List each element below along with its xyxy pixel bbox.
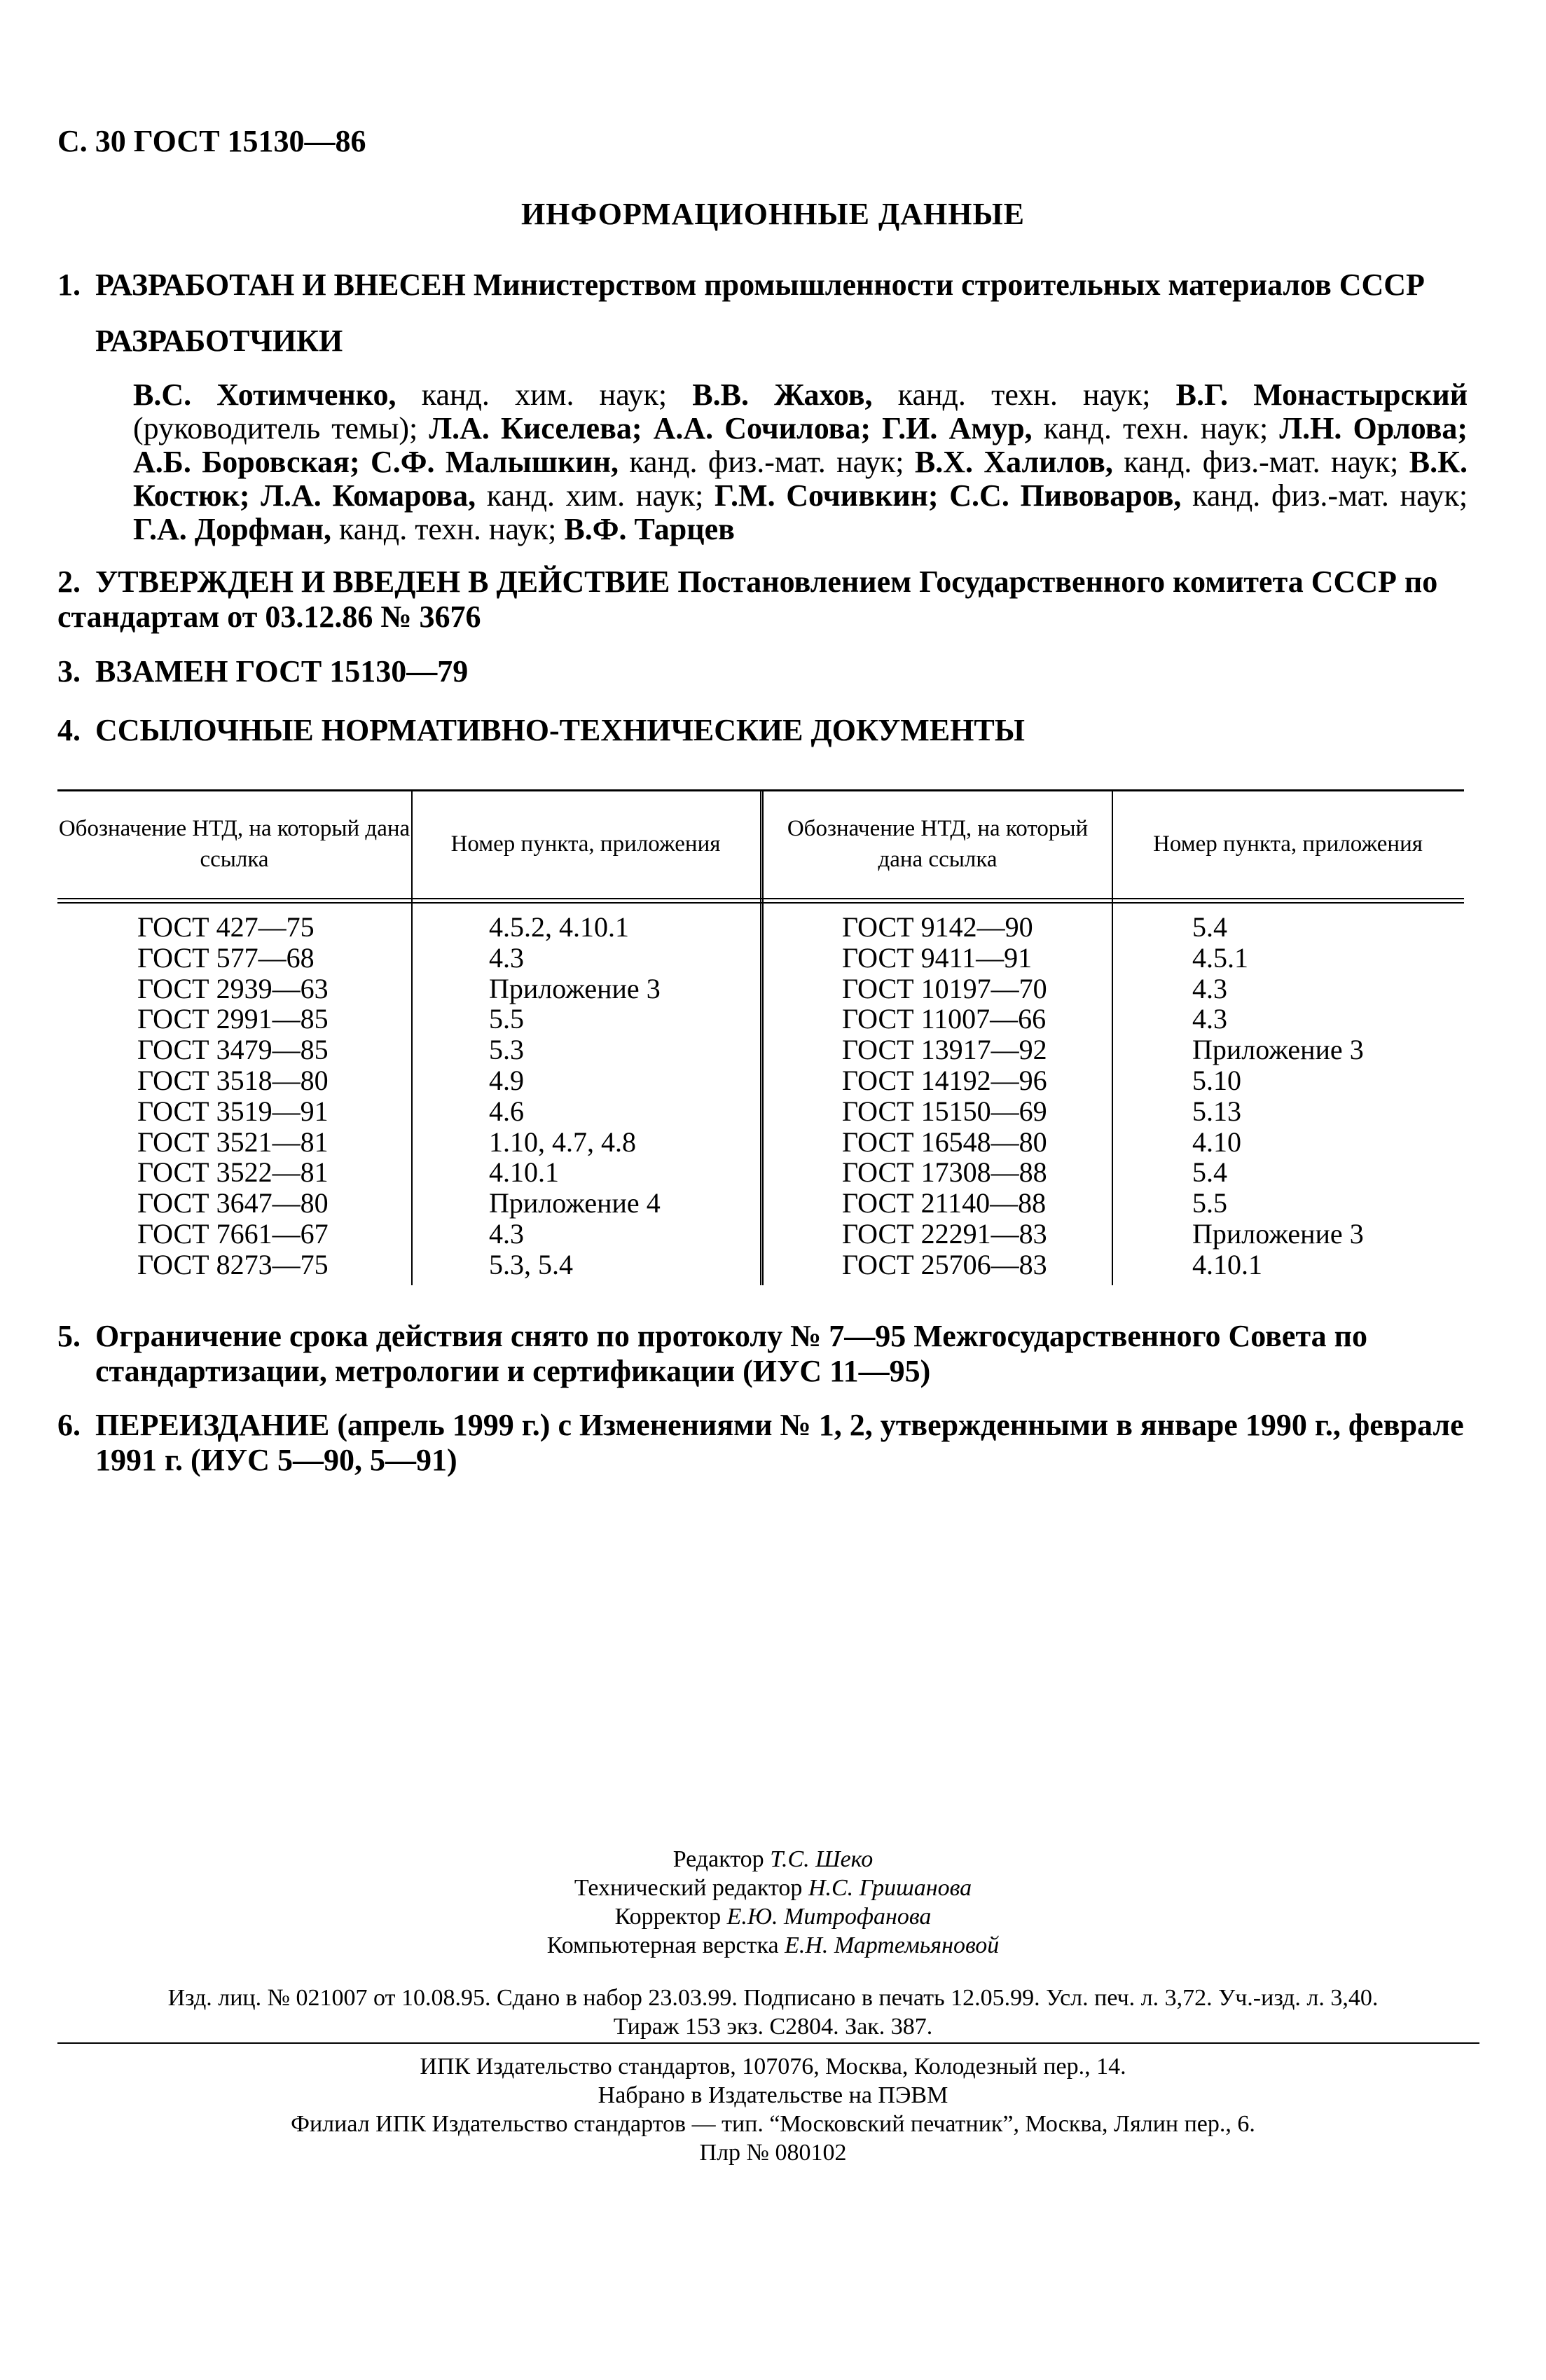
author-degree: канд. техн. наук; [1043, 411, 1269, 445]
table-cell-document: ГОСТ 25706—83 [842, 1248, 1047, 1280]
author-degree: канд. физ.-мат. наук; [629, 445, 904, 479]
table-cell-clause: Приложение 3 [1192, 1034, 1364, 1066]
header-clause-left: Номер пункта, приложения [450, 831, 721, 857]
page-header: С. 30 ГОСТ 15130—86 [57, 124, 366, 158]
author-name: В.Г. Монастырский [1175, 378, 1468, 412]
author-name: В.Ф. Тарцев [564, 512, 735, 546]
credit-person: Т.С. Шеко [770, 1846, 874, 1872]
credit-label: Технический редактор [574, 1875, 803, 1901]
credit-label: Редактор [672, 1846, 764, 1872]
author-name: В.С. Хотимченко, [133, 378, 396, 412]
table-cell-document: ГОСТ 17308—88 [842, 1156, 1047, 1189]
section-2-head: УТВЕРЖДЕН И ВВЕДЕН В ДЕЙСТВИЕ [95, 565, 670, 599]
table-cell-document: ГОСТ 3522—81 [137, 1156, 329, 1189]
table-cell-document: ГОСТ 3647—80 [137, 1187, 329, 1219]
column-left-docs [137, 912, 329, 1280]
authors-list [133, 378, 1468, 546]
table-cell-clause: 4.3 [1192, 1003, 1227, 1035]
publisher-line: Набрано в Издательстве на ПЭВМ [598, 2082, 948, 2108]
section-4 [57, 710, 1025, 751]
table-cell-clause: 5.4 [1192, 911, 1227, 943]
section-1-text: Министерством промышленности строительных материалов СССР [473, 268, 1425, 302]
author-name: А.А. Сочилова; [653, 411, 871, 445]
section-2-text: Постановлением Государственного комитета СССР по стандартам от 03.12.86 № 3676 [57, 565, 1438, 634]
table-cell-clause: 5.10 [1192, 1064, 1241, 1096]
author-name: В.К. Костюк; [133, 445, 1468, 513]
section-3-text: ВЗАМЕН ГОСТ 15130—79 [95, 654, 469, 689]
table-cell-document: ГОСТ 10197—70 [842, 972, 1047, 1004]
table-cell-document: ГОСТ 9411—91 [842, 941, 1033, 974]
author-degree: канд. физ.-мат. наук; [1192, 478, 1468, 513]
credit-person: Н.С. Гришанова [808, 1875, 972, 1901]
developers-heading: РАЗРАБОТЧИКИ [95, 324, 343, 358]
credit-layout [0, 1931, 1546, 1960]
author-degree: канд. хим. наук; [486, 478, 704, 513]
credit-label: Компьютерная верстка [546, 1932, 779, 1958]
author-name: В.В. Жахов, [692, 378, 873, 412]
table-cell-clause: 4.6 [489, 1095, 524, 1127]
publisher-block [0, 2052, 1546, 2167]
author-name: Л.А. Комарова, [261, 478, 476, 513]
table-cell-clause: 5.5 [1192, 1187, 1227, 1219]
author-name: Г.А. Дорфман, [133, 512, 332, 546]
author-name: Л.Н. Орлова; [1279, 411, 1468, 445]
section-6-number: 6. [57, 1408, 81, 1442]
author-name: Г.М. Сочивкин; [715, 478, 939, 513]
table-cell-clause: 4.10.1 [489, 1156, 559, 1189]
table-cell-document: ГОСТ 3521—81 [137, 1126, 329, 1158]
imprint-line: Изд. лиц. № 021007 от 10.08.95. Сдано в набор 23.03.99. Подписано в печать 12.05.99. Усл. печ. л. 3,72. Уч.-изд. л. 3,40. [167, 1985, 1379, 2011]
table-cell-clause: 4.10 [1192, 1126, 1241, 1158]
table-cell-clause: 4.3 [1192, 972, 1227, 1004]
section-2 [57, 565, 1479, 635]
header-clause-right: Номер пункта, приложения [1153, 831, 1423, 857]
credit-corrector [0, 1902, 1546, 1931]
credit-label: Корректор [614, 1904, 722, 1930]
table-cell-document: ГОСТ 15150—69 [842, 1095, 1047, 1127]
credit-person: Е.Н. Мартемьяновой [785, 1932, 1000, 1958]
section-1-head: РАЗРАБОТАН И ВНЕСЕН [95, 268, 466, 302]
section-3 [57, 651, 468, 692]
table-cell-clause: 5.4 [1192, 1156, 1227, 1189]
table-cell-clause: 4.10.1 [1192, 1248, 1262, 1280]
table-cell-clause: 4.5.2, 4.10.1 [489, 911, 629, 943]
table-cell-clause: 5.3, 5.4 [489, 1248, 573, 1280]
table-cell-clause: 4.9 [489, 1064, 524, 1096]
author-degree: (руководитель темы); [133, 411, 418, 445]
credits-block [0, 1845, 1546, 1960]
table-cell-document: ГОСТ 16548—80 [842, 1126, 1047, 1158]
author-name: Л.А. Киселева; [429, 411, 642, 445]
table-cell-document: ГОСТ 3518—80 [137, 1064, 329, 1096]
section-6-text: ПЕРЕИЗДАНИЕ (апрель 1999 г.) с Изменениями № 1, 2, утвержденными в январе 1990 г., феврале 1991 г. (ИУС 5—90, 5—91) [95, 1408, 1464, 1477]
imprint-line: Тираж 153 экз. С2804. Зак. 387. [613, 2014, 933, 2040]
table-cell-clause: 5.13 [1192, 1095, 1241, 1127]
footer-rule [57, 2042, 1479, 2044]
references-table [57, 789, 1464, 1285]
table-cell-document: ГОСТ 11007—66 [842, 1003, 1047, 1035]
table-cell-document: ГОСТ 7661—67 [137, 1217, 329, 1250]
table-cell-document: ГОСТ 21140—88 [842, 1187, 1047, 1219]
header-ntd-left: Обозначение НТД, на который дана ссылка [58, 815, 410, 872]
publisher-line: ИПК Издательство стандартов, 107076, Москва, Колодезный пер., 14. [420, 2054, 1126, 2080]
table-cell-document: ГОСТ 9142—90 [842, 911, 1033, 943]
publisher-line: Плр № 080102 [699, 2140, 847, 2166]
table-cell-document: ГОСТ 13917—92 [842, 1034, 1047, 1066]
section-1-number: 1. [57, 268, 81, 302]
credit-editor [0, 1845, 1546, 1874]
column-right-clauses [1192, 912, 1364, 1280]
table-cell-clause: 5.3 [489, 1034, 524, 1066]
column-right-docs [842, 912, 1047, 1280]
author-degree: канд. техн. наук; [897, 378, 1151, 412]
table-cell-document: ГОСТ 3479—85 [137, 1034, 329, 1066]
table-cell-clause: 1.10, 4.7, 4.8 [489, 1126, 636, 1158]
table-cell-document: ГОСТ 3519—91 [137, 1095, 329, 1127]
author-name: А.Б. Боровская; [133, 445, 360, 479]
author-name: В.Х. Халилов, [914, 445, 1113, 479]
section-5-text: Ограничение срока действия снято по протоколу № 7—95 Межгосударственного Совета по стандартизации, метрологии и сертификации (ИУС 11—95) [95, 1319, 1367, 1388]
author-name: Г.И. Амур, [882, 411, 1033, 445]
section-4-text: ССЫЛОЧНЫЕ НОРМАТИВНО-ТЕХНИЧЕСКИЕ ДОКУМЕНТЫ [95, 713, 1025, 747]
table-cell-clause: 5.5 [489, 1003, 524, 1035]
table-cell-document: ГОСТ 577—68 [137, 941, 315, 974]
publisher-line: Филиал ИПК Издательство стандартов — тип. “Московский печатник”, Москва, Лялин пер., 6. [291, 2111, 1255, 2137]
section-1 [57, 265, 1425, 305]
table-cell-document: ГОСТ 427—75 [137, 911, 315, 943]
section-6 [57, 1408, 1479, 1478]
table-cell-document: ГОСТ 8273—75 [137, 1248, 329, 1280]
table-cell-clause: 4.3 [489, 1217, 524, 1250]
table-cell-document: ГОСТ 22291—83 [842, 1217, 1047, 1250]
table-cell-clause: Приложение 4 [489, 1187, 661, 1219]
author-degree: канд. физ.-мат. наук; [1124, 445, 1399, 479]
section-2-number: 2. [57, 565, 81, 599]
header-ntd-right: Обозначение НТД, на который дана ссылка [787, 815, 1089, 872]
section-5 [57, 1319, 1479, 1389]
table-cell-clause: Приложение 3 [489, 972, 661, 1004]
section-5-number: 5. [57, 1319, 81, 1353]
author-name: С.С. Пивоваров, [949, 478, 1182, 513]
table-cell-document: ГОСТ 14192—96 [842, 1064, 1047, 1096]
page-title: ИНФОРМАЦИОННЫЕ ДАННЫЕ [520, 197, 1026, 231]
author-degree: канд. техн. наук; [339, 512, 557, 546]
credit-person: Е.Ю. Митрофанова [726, 1904, 932, 1930]
credit-tech-editor [0, 1874, 1546, 1902]
column-left-clauses [489, 912, 661, 1280]
table-cell-clause: 4.3 [489, 941, 524, 974]
table-cell-document: ГОСТ 2939—63 [137, 972, 329, 1004]
table-cell-clause: 4.5.1 [1192, 941, 1248, 974]
section-4-number: 4. [57, 713, 81, 747]
section-3-number: 3. [57, 654, 81, 689]
table-cell-document: ГОСТ 2991—85 [137, 1003, 329, 1035]
author-degree: канд. хим. наук; [421, 378, 668, 412]
table-cell-clause: Приложение 3 [1192, 1217, 1364, 1250]
imprint-block [0, 1984, 1546, 2041]
author-name: С.Ф. Малышкин, [370, 445, 619, 479]
